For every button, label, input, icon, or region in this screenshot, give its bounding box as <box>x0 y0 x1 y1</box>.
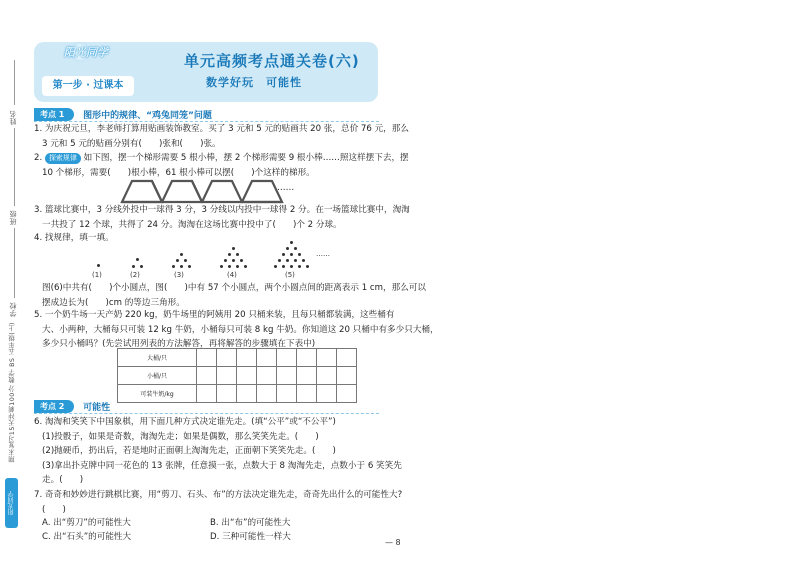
binding-margin <box>0 0 30 570</box>
step-label: 第一步 · 过课本 <box>42 76 134 96</box>
question-line: 7. 奇奇和妙妙进行跳棋比赛，用“剪刀、石头、布”的方法决定谁先走，奇奇先出什么的可能性大? <box>34 490 403 500</box>
question-text: 如下图，摆一个梯形需要 5 根小棒，摆 2 个梯形需要 9 根小棒……照这样摆下去，摆 <box>83 153 409 163</box>
table-cell[interactable] <box>217 367 237 385</box>
dot <box>278 259 281 262</box>
answer-table <box>117 348 357 403</box>
figure-ellipsis: …… <box>316 250 330 258</box>
logo: 阳光同学 <box>64 46 108 59</box>
choice-b[interactable]: B. 出“布”的可能性大 <box>210 518 291 528</box>
question-line: 1. 为庆祝元旦，李老师打算用贴画装饰教室。买了 3 元和 5 元的贴画共 20 张，总价 76 元，那么 <box>34 124 409 134</box>
dot <box>274 265 277 268</box>
school-label: 学校 <box>9 302 17 317</box>
dot <box>294 247 297 250</box>
question-line: 3 元和 5 元的贴画分别有( )张和( )张。 <box>42 138 221 149</box>
question-line: 一共投了 12 个球，共得了 24 分。淘淘在这场比赛中投中了( )个 2 分球。 <box>42 219 342 230</box>
dot <box>220 265 223 268</box>
question-line: 大、小两种，大桶每只可装 12 kg 牛奶，小桶每只可装 8 kg 牛奶。你知道这 20 只桶中有多少只大桶， <box>42 324 439 335</box>
question-line: 走。( ) <box>42 475 84 485</box>
question-line: 多少只小桶吗？(先尝试用列表的方法解答，再将解答的步骤填在下表中) <box>42 339 316 349</box>
question-line: (1)投骰子，如果是奇数，淘淘先走；如果是偶数，那么笑笑先走。( ) <box>42 431 319 442</box>
dot <box>290 241 293 244</box>
header-left <box>34 42 139 102</box>
question-3 <box>34 203 410 232</box>
dot <box>180 253 183 256</box>
table-row-header: 大桶/只 <box>118 349 197 367</box>
section-rule <box>34 413 379 414</box>
class-label: 班级 <box>9 210 17 225</box>
table-cell[interactable] <box>257 367 277 385</box>
dot <box>244 265 247 268</box>
dot <box>232 259 235 262</box>
table-cell[interactable] <box>237 367 257 385</box>
dot <box>228 253 231 256</box>
table-cell[interactable] <box>277 367 297 385</box>
table-cell[interactable] <box>317 367 337 385</box>
dot <box>188 265 191 268</box>
dot <box>306 265 309 268</box>
table-cell[interactable] <box>217 385 237 403</box>
table-cell[interactable] <box>317 385 337 403</box>
header-band <box>34 42 378 102</box>
table-cell[interactable] <box>337 349 357 367</box>
dot <box>236 253 239 256</box>
table-cell[interactable] <box>337 367 357 385</box>
question-line: ( ) <box>42 504 66 515</box>
dot <box>282 265 285 268</box>
choice-d[interactable]: D. 三种可能性一样大 <box>210 532 291 542</box>
question-line: 3. 篮球比赛中，3 分线外投中一球得 3 分，3 分线以内投中一球得 2 分。在一场篮球比赛中，淘淘 <box>34 205 410 215</box>
figure-label: (2) <box>130 271 140 279</box>
question-4-text <box>34 281 426 310</box>
dot <box>236 265 239 268</box>
trapezoid <box>202 181 242 202</box>
dot <box>180 265 183 268</box>
dot <box>302 259 305 262</box>
table-cell[interactable] <box>237 385 257 403</box>
table-cell[interactable] <box>257 349 277 367</box>
section-title: 图形中的规律、“鸡兔同笼”问题 <box>83 111 212 121</box>
section-title: 可能性 <box>83 403 111 413</box>
section-header-1 <box>34 108 212 121</box>
section-badge: 考点 1 <box>34 108 74 121</box>
dot <box>290 253 293 256</box>
dot <box>282 253 285 256</box>
question-number: 2. <box>34 153 43 163</box>
question-line: 图(6)中共有( )个小圆点，图( )中有 57 个小圆点，两个小圆点间的距离表示 1 cm，那么可以 <box>42 283 426 293</box>
table-row-header: 可装牛奶/kg <box>118 385 197 403</box>
trapezoid <box>242 181 282 202</box>
question-line: 5. 一个奶牛场一天产奶 220 kg，奶牛场里的阿姨用 20 只桶来装，且每只桶都装满，这些桶有 <box>34 310 395 320</box>
table-cell[interactable] <box>297 349 317 367</box>
dot <box>298 265 301 268</box>
table-cell[interactable] <box>277 349 297 367</box>
margin-line <box>14 60 15 105</box>
trapezoid-figure <box>118 178 288 204</box>
question-7 <box>34 488 403 517</box>
question-line: 6. 淘淘和笑笑下中国象棋，用下面几种方式决定谁先走。(填“公平”或“不公平”) <box>34 417 336 427</box>
table-cell[interactable] <box>317 349 337 367</box>
dot <box>228 265 231 268</box>
question-line: 10 个梯形，需要( )根小棒，61 根小棒可以摆( )个这样的梯形。 <box>42 167 315 178</box>
dot <box>286 247 289 250</box>
question-2 <box>34 151 409 180</box>
table-row-header: 小桶/只 <box>118 367 197 385</box>
question-line: (3)拿出扑克牌中同一花色的 13 张牌，任意摸一张，点数大于 8 淘淘先走，点数小于 6 笑笑先 <box>42 460 402 471</box>
question-line: 4. 找规律，填一填。 <box>34 233 114 243</box>
figure-label: (4) <box>227 271 237 279</box>
figure-label: (1) <box>92 271 102 279</box>
brand-logo: 阳光同学 <box>5 478 18 528</box>
dot <box>136 258 139 261</box>
dot <box>294 259 297 262</box>
section-header-2 <box>34 400 110 413</box>
dot <box>140 265 143 268</box>
figure-label: (5) <box>285 271 295 279</box>
table-cell[interactable] <box>277 385 297 403</box>
margin-line <box>14 128 15 206</box>
question-line: 摆成边长为( )cm 的等边三角形。 <box>42 297 185 308</box>
question-line: (2)抛硬币，扔出后，若是地时正面朝上淘淘先走，正面朝下笑笑先走。( ) <box>42 446 336 456</box>
section-badge: 考点 2 <box>34 400 74 413</box>
page-subtitle: 数学好玩 可能性 <box>206 76 302 89</box>
dot <box>176 259 179 262</box>
margin-line <box>14 228 15 298</box>
page-number: — 8 <box>385 538 401 547</box>
page-title: 单元高频考点通关卷(六) <box>184 52 360 70</box>
dot <box>224 259 227 262</box>
dot <box>298 253 301 256</box>
table-cell[interactable] <box>217 349 237 367</box>
table-cell[interactable] <box>337 385 357 403</box>
dot <box>232 247 235 250</box>
dot <box>290 265 293 268</box>
dot <box>184 259 187 262</box>
figure-ellipsis: …… <box>277 183 295 193</box>
explore-tag: 探索规律 <box>45 153 81 164</box>
table-cell[interactable] <box>197 385 217 403</box>
name-label: 姓名 <box>9 110 17 125</box>
choice-a[interactable]: A. 出“剪刀”的可能性大 <box>42 518 131 528</box>
book-info: 期末复习15天冲刺100分 数学 BS 五年级(上) <box>9 322 16 463</box>
question-line <box>34 151 409 166</box>
table-cell[interactable] <box>257 385 277 403</box>
dot <box>240 259 243 262</box>
question-1 <box>34 122 409 151</box>
question-4 <box>34 231 382 246</box>
dot <box>97 264 100 267</box>
question-6 <box>34 415 402 488</box>
dot <box>172 265 175 268</box>
table-row <box>118 367 357 385</box>
table-cell[interactable] <box>297 385 317 403</box>
table-row <box>118 385 357 403</box>
figure-label: (3) <box>174 271 184 279</box>
table-cell[interactable] <box>197 367 217 385</box>
question-5 <box>34 308 439 352</box>
choice-c[interactable]: C. 出“石头”的可能性大 <box>42 532 132 542</box>
dot <box>132 265 135 268</box>
dot <box>286 259 289 262</box>
table-row <box>118 349 357 367</box>
table-cell[interactable] <box>297 367 317 385</box>
table-cell[interactable] <box>237 349 257 367</box>
table-cell[interactable] <box>197 349 217 367</box>
